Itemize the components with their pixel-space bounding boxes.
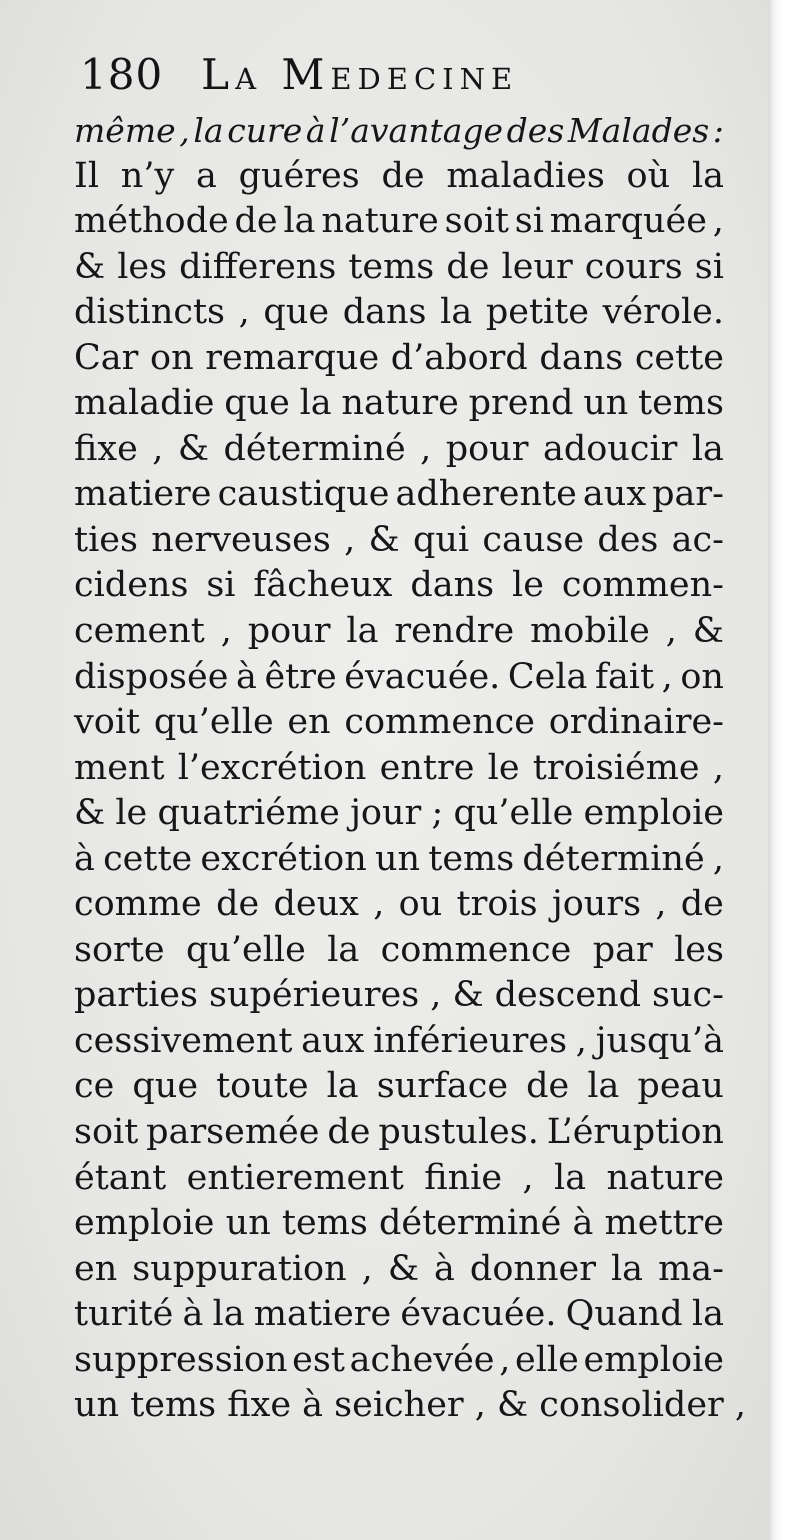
text-word: l’excrétion [177, 747, 367, 788]
text-line [74, 199, 724, 245]
text-word: jusqu’à [595, 1020, 724, 1061]
text-word: de [234, 201, 278, 242]
text-word: la [691, 428, 724, 469]
text-word: peau [637, 1066, 724, 1107]
text-word: de [680, 884, 724, 925]
text-line [74, 336, 724, 382]
text-word: si [694, 246, 724, 287]
text-word: maladie [74, 383, 215, 424]
text-word: , [361, 1248, 373, 1289]
page-number: 180 [80, 50, 164, 99]
text-word: des [597, 519, 659, 560]
text-word: évacuée. [400, 1294, 557, 1335]
text-word: la [212, 1294, 245, 1335]
text-word: que [263, 292, 330, 333]
text-word: on [150, 337, 194, 378]
text-word: le [512, 565, 544, 606]
text-word: la [554, 1157, 587, 1198]
text-line [74, 427, 724, 473]
text-word: déterminé [379, 1203, 562, 1244]
text-word: déterminé [223, 428, 406, 469]
text-word: jours [551, 884, 642, 925]
text-word: fait [594, 656, 655, 697]
text-word: commence [380, 929, 572, 970]
text-word: aux [582, 474, 647, 515]
text-word: toute [216, 1066, 309, 1107]
text-word: guéres [238, 155, 360, 196]
text-word: la [440, 292, 473, 333]
text-word: qui [412, 519, 470, 560]
text-word: cette [634, 337, 724, 378]
text-word: fâcheux [253, 565, 393, 606]
text-word: parsemée [146, 1112, 320, 1153]
text-word: commence [344, 702, 535, 743]
text-line [74, 381, 724, 427]
text-word: adoucir [542, 428, 678, 469]
text-word: cement [74, 611, 205, 652]
text-word: ; [431, 793, 444, 834]
text-word: à [434, 1248, 455, 1289]
text-line [74, 1247, 724, 1293]
text-word: ce [74, 1066, 115, 1107]
text-word: differens [179, 246, 337, 287]
text-line [74, 108, 724, 154]
text-word: jour [350, 793, 422, 834]
text-word: disposée [74, 656, 229, 697]
text-word: la [691, 1294, 724, 1335]
text-line [74, 1201, 724, 1247]
text-word: turité [74, 1294, 174, 1335]
text-word: , [179, 111, 190, 150]
text-line [74, 518, 724, 564]
text-word: & [692, 611, 724, 652]
text-word: en [287, 702, 331, 743]
text-word: matiere [253, 1294, 392, 1335]
text-word: , [373, 884, 385, 925]
text-word: & [74, 246, 106, 287]
text-word: la [346, 611, 379, 652]
text-word: & [177, 428, 209, 469]
text-word: même [74, 111, 176, 150]
text-word: & [452, 975, 484, 1016]
text-word: dans [539, 337, 624, 378]
text-word: inférieures [373, 1020, 568, 1061]
text-word: en [74, 1248, 118, 1289]
text-word: qu’elle [453, 793, 574, 834]
text-word: marquée [549, 201, 707, 242]
text-word: , [712, 747, 724, 788]
text-word: cause [482, 519, 585, 560]
text-word: soit [444, 201, 509, 242]
text-word: être [264, 656, 337, 697]
text-line [74, 1292, 724, 1338]
text-line [74, 837, 724, 883]
text-word: à [236, 656, 257, 697]
text-word: la [327, 929, 360, 970]
text-word: supérieures [208, 975, 420, 1016]
text-word: Cela [507, 656, 588, 697]
text-word: ment [74, 747, 165, 788]
text-word: , [152, 428, 164, 469]
text-word: , [344, 519, 356, 560]
text-word: d’abord [390, 337, 528, 378]
text-word: par- [652, 474, 724, 515]
running-title: La Medecine [201, 50, 519, 99]
text-word: cette [103, 838, 193, 879]
text-word: & [368, 519, 400, 560]
text-word: déterminé [522, 838, 705, 879]
text-word: donner [469, 1248, 596, 1289]
text-word: distincts [74, 292, 225, 333]
text-word: tems [281, 1203, 368, 1244]
text-line [74, 245, 724, 291]
text-word: L’éruption [546, 1112, 724, 1153]
text-word: emploie [583, 1339, 724, 1380]
text-word: suppression [74, 1339, 288, 1380]
text-word: tems [348, 246, 435, 287]
text-word: ac- [671, 519, 724, 560]
text-word: petite [485, 292, 590, 333]
text-word: de [327, 1112, 371, 1153]
text-word: , [712, 838, 724, 879]
text-word: descend [494, 975, 641, 1016]
text-word: ordinaire- [548, 702, 724, 743]
text-word: Il [74, 155, 100, 196]
text-word: le [115, 793, 148, 834]
text-word: le [487, 747, 520, 788]
text-word: de [526, 1066, 570, 1107]
text-word: si [514, 201, 544, 242]
text-word: la [610, 1248, 644, 1289]
text-word: suc- [652, 975, 724, 1016]
text-line [74, 973, 724, 1019]
text-word: Quand [565, 1294, 683, 1335]
text-word: à [305, 111, 326, 150]
text-word: de [446, 246, 490, 287]
text-word: on [680, 656, 724, 697]
text-word: nerveuses [151, 519, 331, 560]
text-word: : [712, 111, 724, 150]
text-word: cessivement [74, 1020, 293, 1061]
text-word: emploie [583, 793, 724, 834]
text-word: mettre [604, 1203, 724, 1244]
text-word: dans [410, 565, 495, 606]
page-edge [768, 0, 800, 1540]
text-line [74, 290, 724, 336]
text-word: que [132, 1066, 199, 1107]
text-word: sorte [74, 929, 165, 970]
text-word: étant [74, 1157, 167, 1198]
text-word: Car [74, 337, 139, 378]
text-word: nature [606, 1157, 724, 1198]
text-word: , [665, 611, 677, 652]
text-line [74, 700, 724, 746]
text-word: & [74, 793, 106, 834]
text-word: la [193, 111, 224, 150]
text-word: remarque [205, 337, 380, 378]
text-word: maladies [446, 155, 605, 196]
text-word: comme [74, 884, 202, 925]
text-word: est [292, 1339, 345, 1380]
text-word: méthode [74, 201, 229, 242]
text-line [74, 882, 724, 928]
text-word: , [655, 884, 667, 925]
text-word: achevée [349, 1339, 495, 1380]
page-header [80, 50, 518, 106]
text-word: matiere [74, 474, 212, 515]
text-word: les [117, 246, 168, 287]
text-word: prend [468, 383, 574, 424]
text-line [74, 472, 724, 518]
text-word: finie [424, 1157, 503, 1198]
text-word: entre [379, 747, 475, 788]
text-word: excrétion [200, 838, 367, 879]
text-word: les [674, 929, 724, 970]
text-word: fixe [74, 428, 138, 469]
text-word: à [572, 1203, 594, 1244]
text-word: ou [398, 884, 443, 925]
text-word: la [299, 383, 332, 424]
text-word: à [74, 838, 95, 879]
text-word: cidens [74, 565, 189, 606]
text-word: si [206, 565, 236, 606]
text-word: a [196, 155, 217, 196]
text-word: vérole. [602, 292, 724, 333]
text-word: adherente [395, 474, 577, 515]
text-word: Malades [567, 111, 710, 150]
text-line [74, 563, 724, 609]
text-word: , [522, 1157, 534, 1198]
text-line [74, 1110, 724, 1156]
body-text [74, 108, 747, 1429]
text-line: un tems fixe à seicher , & consolider , [74, 1385, 747, 1426]
text-word: cours [584, 246, 683, 287]
text-word: , [420, 428, 432, 469]
text-word: , [220, 611, 232, 652]
text-word: tems [638, 383, 724, 424]
text-word: rendre [394, 611, 515, 652]
text-word: , [499, 1339, 511, 1380]
text-word: tems [428, 838, 515, 879]
text-word: , [712, 201, 724, 242]
text-line [74, 1338, 724, 1384]
text-word: qu’elle [185, 929, 306, 970]
text-word: deux [273, 884, 359, 925]
text-word: dans [342, 292, 427, 333]
text-word: n’y [120, 155, 175, 196]
text-word: soit [74, 1112, 139, 1153]
text-word: aux [301, 1020, 365, 1061]
text-word: cure [227, 111, 303, 150]
text-word: nature [341, 383, 459, 424]
text-word: caustique [217, 474, 390, 515]
text-word: un [374, 838, 421, 879]
text-word: leur [501, 246, 573, 287]
text-word: un [225, 1203, 271, 1244]
text-word: troisiéme [532, 747, 700, 788]
text-word: la [326, 1066, 359, 1107]
text-line [74, 655, 724, 701]
text-word: commen- [561, 565, 724, 606]
text-word: où [626, 155, 671, 196]
text-word: , [430, 975, 442, 1016]
text-word: la [691, 155, 724, 196]
text-word: , [661, 656, 673, 697]
text-word: ma- [658, 1248, 724, 1289]
text-word: , [575, 1020, 587, 1061]
text-word: l’avantage [329, 111, 504, 150]
text-word: & [387, 1248, 419, 1289]
text-line [74, 746, 724, 792]
text-word: pour [247, 611, 331, 652]
text-word: la [587, 1066, 620, 1107]
text-word: à [182, 1294, 204, 1335]
text-word: la [283, 201, 316, 242]
text-word: nature [321, 201, 439, 242]
text-word: de [216, 884, 260, 925]
text-word: mobile [530, 611, 650, 652]
text-word: des [506, 111, 565, 150]
text-word: évacuée. [344, 656, 501, 697]
text-line [74, 1156, 724, 1202]
text-line [74, 928, 724, 974]
text-word: un [583, 383, 629, 424]
text-word: de [381, 155, 425, 196]
text-line [74, 1019, 724, 1065]
text-word: parties [74, 975, 198, 1016]
text-word: elle [515, 1339, 579, 1380]
text-word: pour [445, 428, 529, 469]
text-word: par [592, 929, 653, 970]
text-line [74, 154, 724, 200]
text-word: que [224, 383, 290, 424]
text-word: qu’elle [153, 702, 274, 743]
text-line [74, 609, 724, 655]
text-word: surface [376, 1066, 509, 1107]
text-line [74, 1064, 724, 1110]
text-word: emploie [74, 1203, 215, 1244]
text-word: entierement [186, 1157, 404, 1198]
text-word: , [238, 292, 250, 333]
text-word: trois [456, 884, 538, 925]
text-line [74, 791, 724, 837]
text-word: voit [74, 702, 141, 743]
text-word: pustules. [378, 1112, 539, 1153]
text-word: quatriéme [157, 793, 340, 834]
text-word: ties [74, 519, 138, 560]
text-word: suppuration [132, 1248, 347, 1289]
